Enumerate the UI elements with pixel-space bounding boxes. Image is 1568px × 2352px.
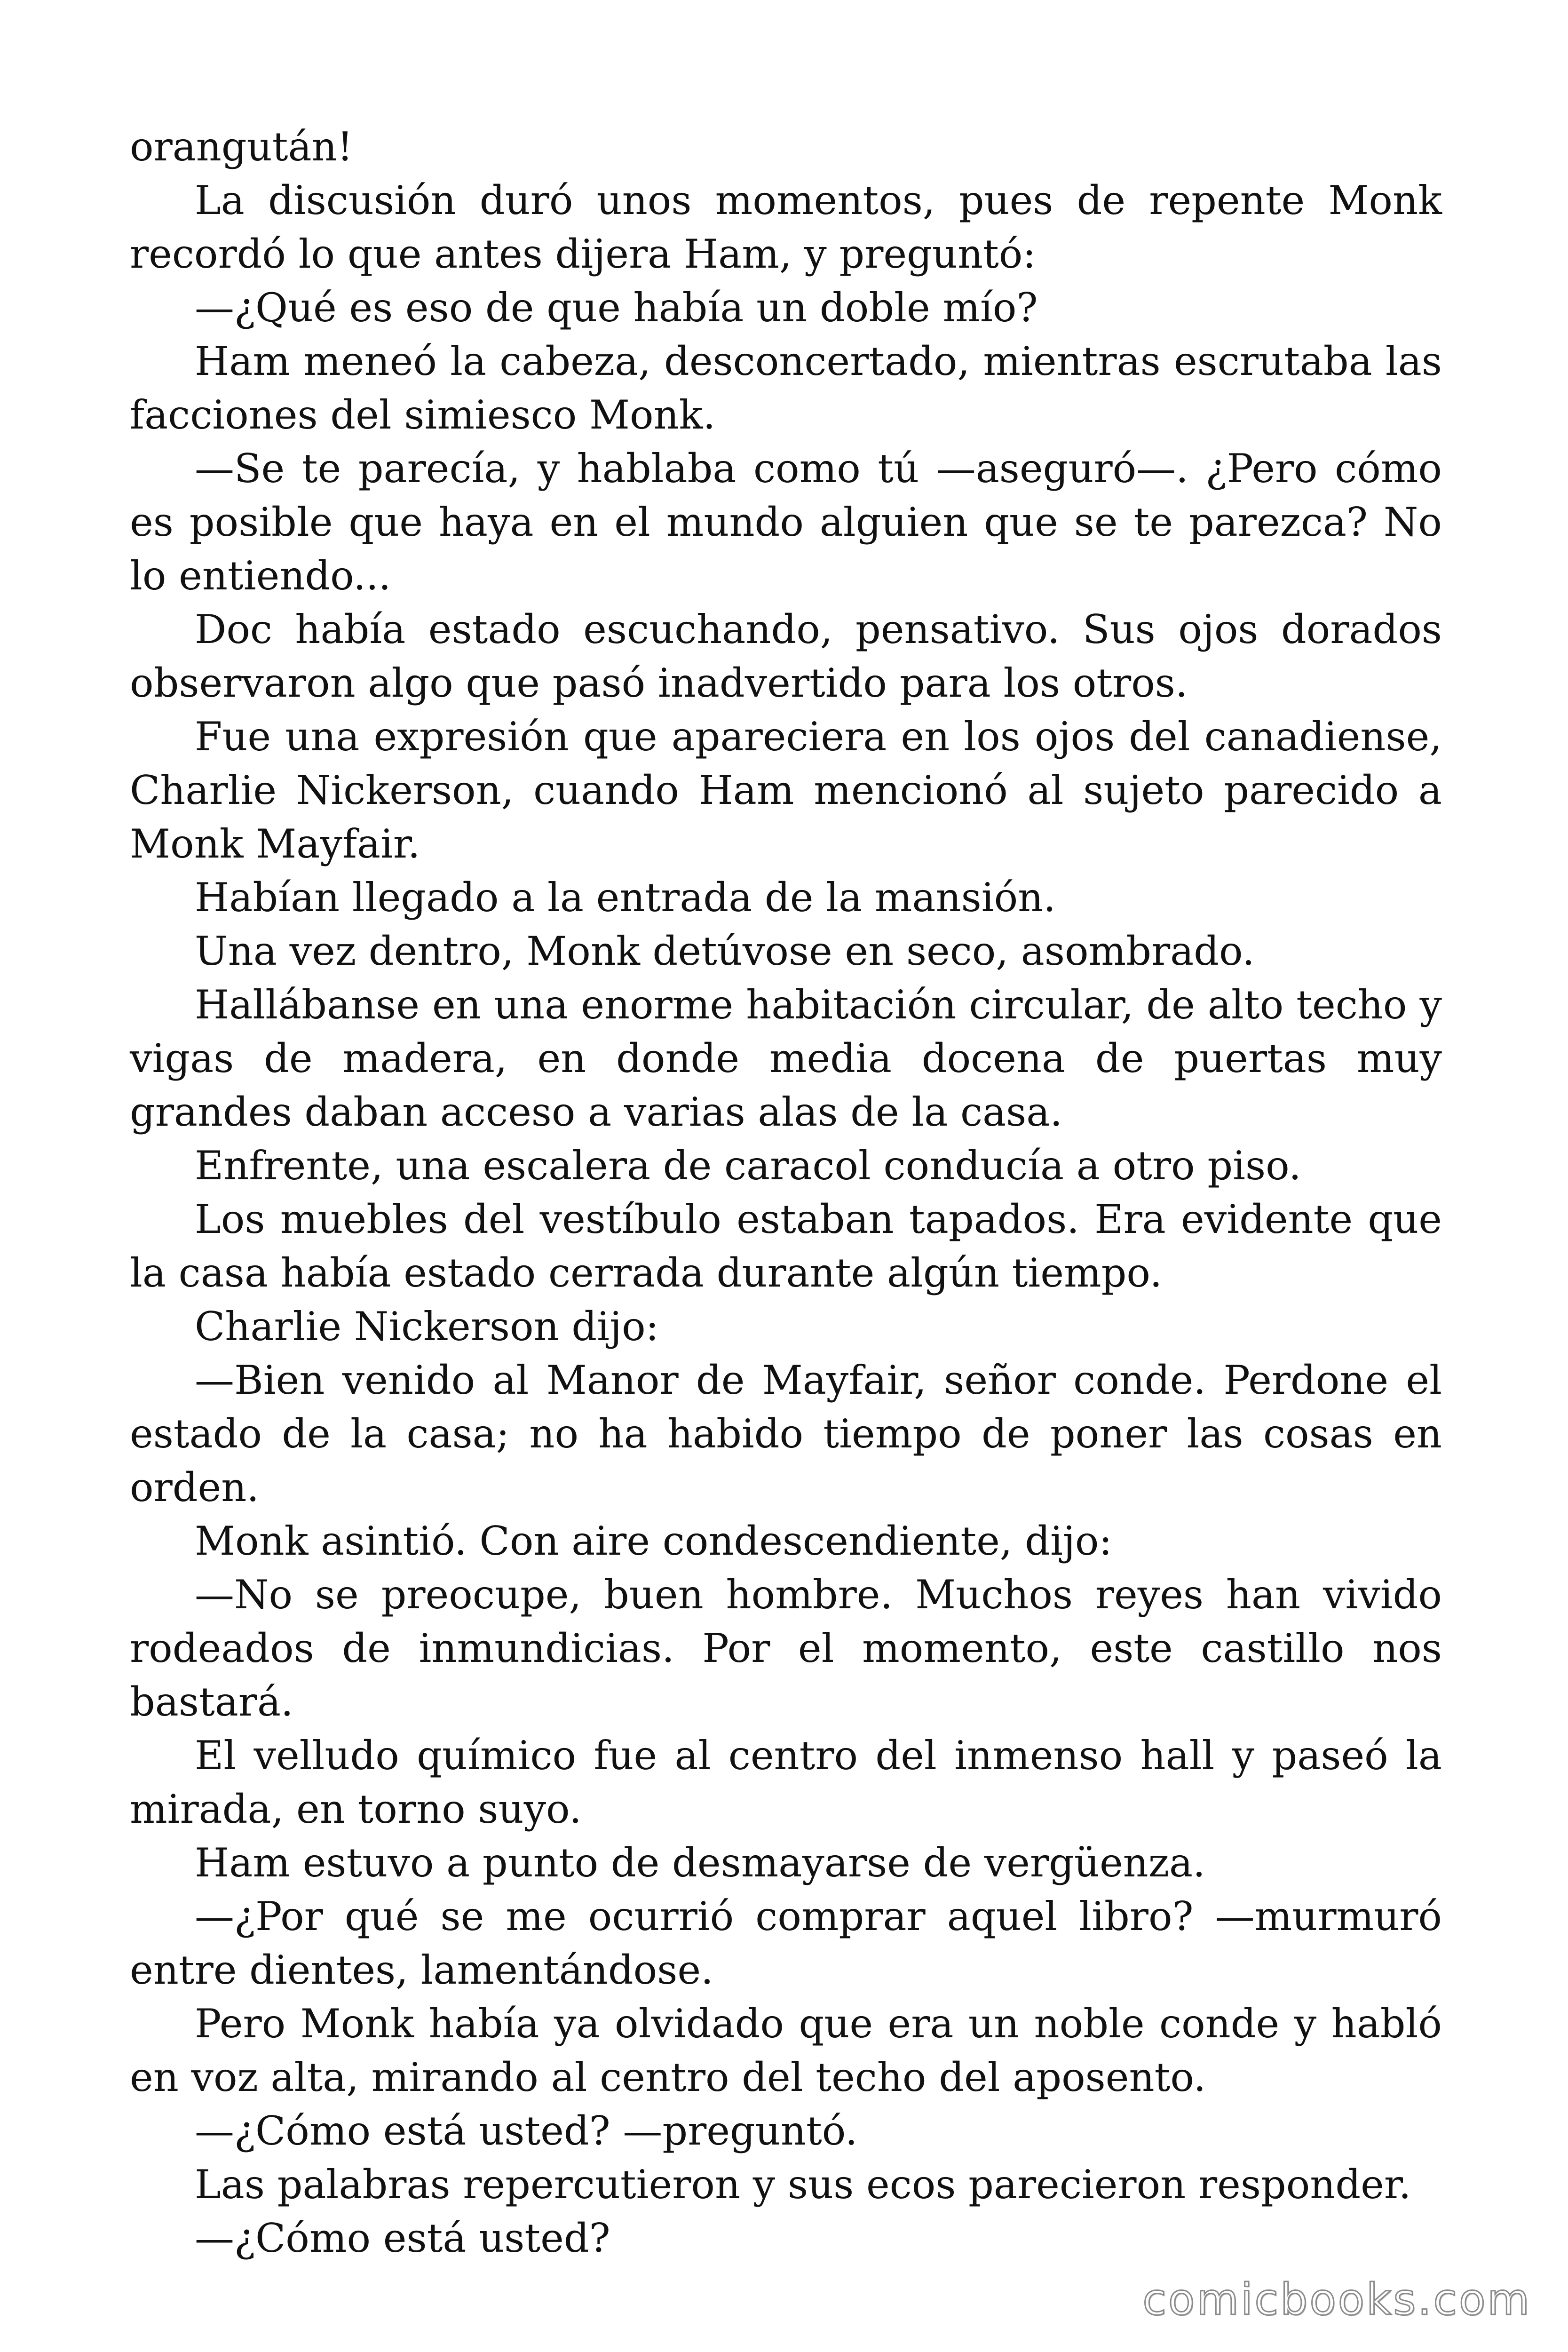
paragraph-17: El velludo químico fue al centro del inmenso hall y paseó la mirada, en torno suyo. xyxy=(130,1732,1442,1832)
paragraph-23: —¿Cómo está usted? xyxy=(195,2215,610,2261)
page-text xyxy=(130,120,1442,2265)
paragraph-19: —¿Por qué se me ocurrió comprar aquel libro? —murmuró entre dientes, lamentándose. xyxy=(130,1893,1442,1993)
paragraph-1: orangután! xyxy=(130,124,353,170)
paragraph-7: Fue una expresión que apareciera en los ojos del canadiense, Charlie Nickerson, cuando Ham mencionó al sujeto parecido a Monk Mayfair. xyxy=(130,714,1442,867)
paragraph-6: Doc había estado escuchando, pensativo. Sus ojos dorados observaron algo que pasó inadvertido para los otros. xyxy=(130,606,1442,706)
paragraph-9: Una vez dentro, Monk detúvose en seco, asombrado. xyxy=(195,928,1255,974)
paragraph-22: Las palabras repercutieron y sus ecos parecieron responder. xyxy=(195,2161,1411,2208)
paragraph-13: Charlie Nickerson dijo: xyxy=(195,1303,659,1350)
paragraph-21: —¿Cómo está usted? —preguntó. xyxy=(195,2108,858,2154)
paragraph-2: La discusión duró unos momentos, pues de repente Monk recordó lo que antes dijera Ham, y preguntó: xyxy=(130,177,1442,277)
paragraph-8: Habían llegado a la entrada de la mansión. xyxy=(195,874,1056,921)
watermark-text: comicbooks.com xyxy=(1142,2274,1531,2325)
paragraph-3: —¿Qué es eso de que había un doble mío? xyxy=(195,285,1038,331)
paragraph-11: Enfrente, una escalera de caracol conducía a otro piso. xyxy=(195,1143,1301,1189)
paragraph-16: —No se preocupe, buen hombre. Muchos reyes han vivido rodeados de inmundicias. Por el momento, este castillo nos bastará. xyxy=(130,1572,1442,1725)
paragraph-14: —Bien venido al Manor de Mayfair, señor conde. Perdone el estado de la casa; no ha habido tiempo de poner las cosas en orden. xyxy=(130,1357,1442,1510)
paragraph-10: Hallábanse en una enorme habitación circular, de alto techo y vigas de madera, en donde media docena de puertas muy grandes daban acceso a varias alas de la casa. xyxy=(130,982,1442,1135)
paragraph-4: Ham meneó la cabeza, desconcertado, mientras escrutaba las facciones del simiesco Monk. xyxy=(130,338,1442,438)
paragraph-5: —Se te parecía, y hablaba como tú —aseguró—. ¿Pero cómo es posible que haya en el mundo alguien que se te parezca? No lo entiendo... xyxy=(130,445,1442,599)
paragraph-15: Monk asintió. Con aire condescendiente, dijo: xyxy=(195,1518,1112,1564)
paragraph-12: Los muebles del vestíbulo estaban tapados. Era evidente que la casa había estado cerrada durante algún tiempo. xyxy=(130,1196,1442,1296)
paragraph-18: Ham estuvo a punto de desmayarse de vergüenza. xyxy=(195,1840,1205,1886)
paragraph-20: Pero Monk había ya olvidado que era un noble conde y habló en voz alta, mirando al centro del techo del aposento. xyxy=(130,2001,1442,2100)
